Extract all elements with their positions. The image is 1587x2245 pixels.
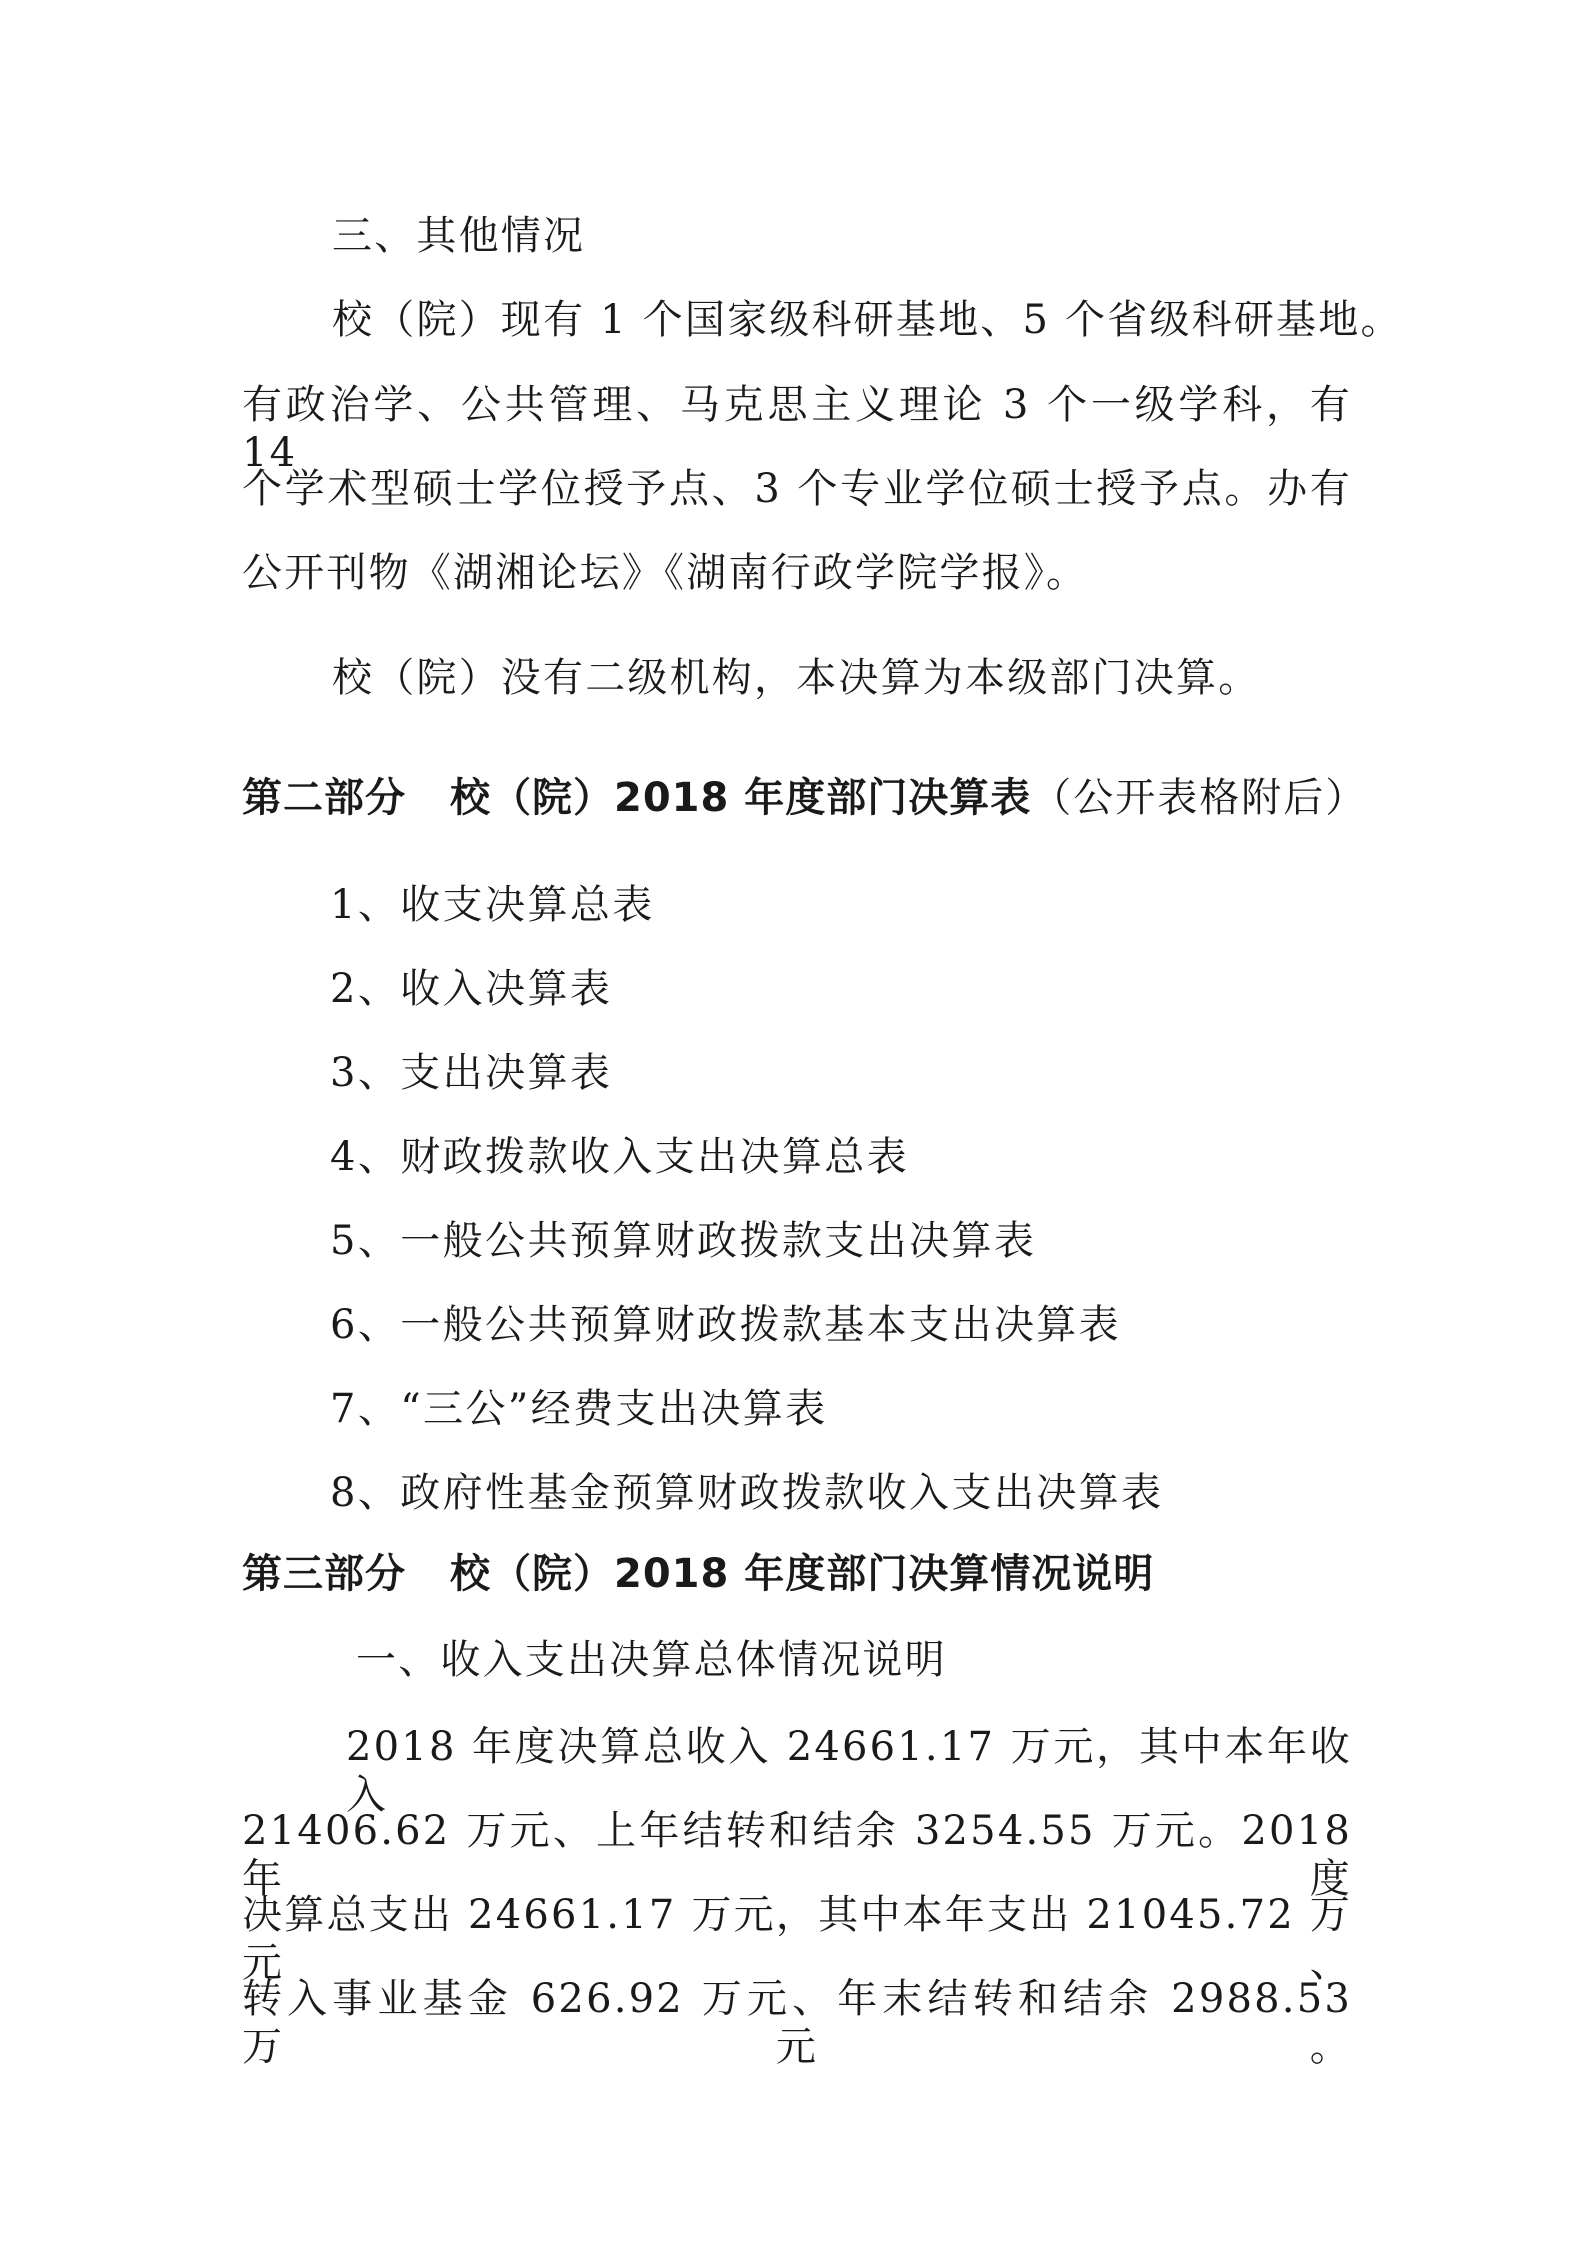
para-research-line-1: 校（院）现有 1 个国家级科研基地、5 个省级科研基地。 — [332, 297, 1403, 343]
list-item-4: 4、财政拨款收入支出决算总表 — [330, 1134, 910, 1180]
para-no-secondary-units: 校（院）没有二级机构，本决算为本级部门决算。 — [332, 655, 1261, 701]
para-budget-line-2: 21406.62 万元、上年结转和结余 3254.55 万元。2018 年度 — [242, 1808, 1352, 1902]
part2-heading-title: 校（院）2018 年度部门决算表 — [450, 775, 1032, 821]
para-budget-line-4: 转入事业基金 626.92 万元、年末结转和结余 2988.53 万元。 — [242, 1976, 1352, 2070]
section-title-other: 三、其他情况 — [332, 213, 586, 259]
list-item-5: 5、一般公共预算财政拨款支出决算表 — [330, 1218, 1037, 1264]
para-budget-line-3: 决算总支出 24661.17 万元，其中本年支出 21045.72 万元、 — [242, 1892, 1352, 1986]
list-item-8: 8、政府性基金预算财政拨款收入支出决算表 — [330, 1470, 1164, 1516]
part3-subsection-title: 一、收入支出决算总体情况说明 — [356, 1637, 947, 1683]
para-research-line-3: 个学术型硕士学位授予点、3 个专业学位硕士授予点。办有 — [242, 466, 1352, 512]
list-item-1: 1、收支决算总表 — [330, 882, 655, 928]
list-item-3: 3、支出决算表 — [330, 1050, 613, 1096]
list-item-2: 2、收入决算表 — [330, 966, 613, 1012]
part3-heading-label: 第三部分 — [242, 1551, 406, 1597]
part2-heading-suffix: （公开表格附后） — [1031, 775, 1368, 821]
para-research-line-4: 公开刊物《湖湘论坛》《湖南行政学院学报》。 — [242, 550, 1089, 596]
list-item-6: 6、一般公共预算财政拨款基本支出决算表 — [330, 1302, 1122, 1348]
part3-heading — [242, 1550, 1154, 1598]
part2-heading-label: 第二部分 — [242, 775, 406, 821]
para-budget-line-1: 2018 年度决算总收入 24661.17 万元，其中本年收入 — [346, 1724, 1352, 1818]
list-item-7: 7、“三公”经费支出决算表 — [330, 1386, 828, 1432]
para-research-line-2: 有政治学、公共管理、马克思主义理论 3 个一级学科，有 14 — [242, 382, 1352, 476]
part2-heading — [242, 774, 1367, 822]
part3-heading-title: 校（院）2018 年度部门决算情况说明 — [450, 1551, 1155, 1597]
